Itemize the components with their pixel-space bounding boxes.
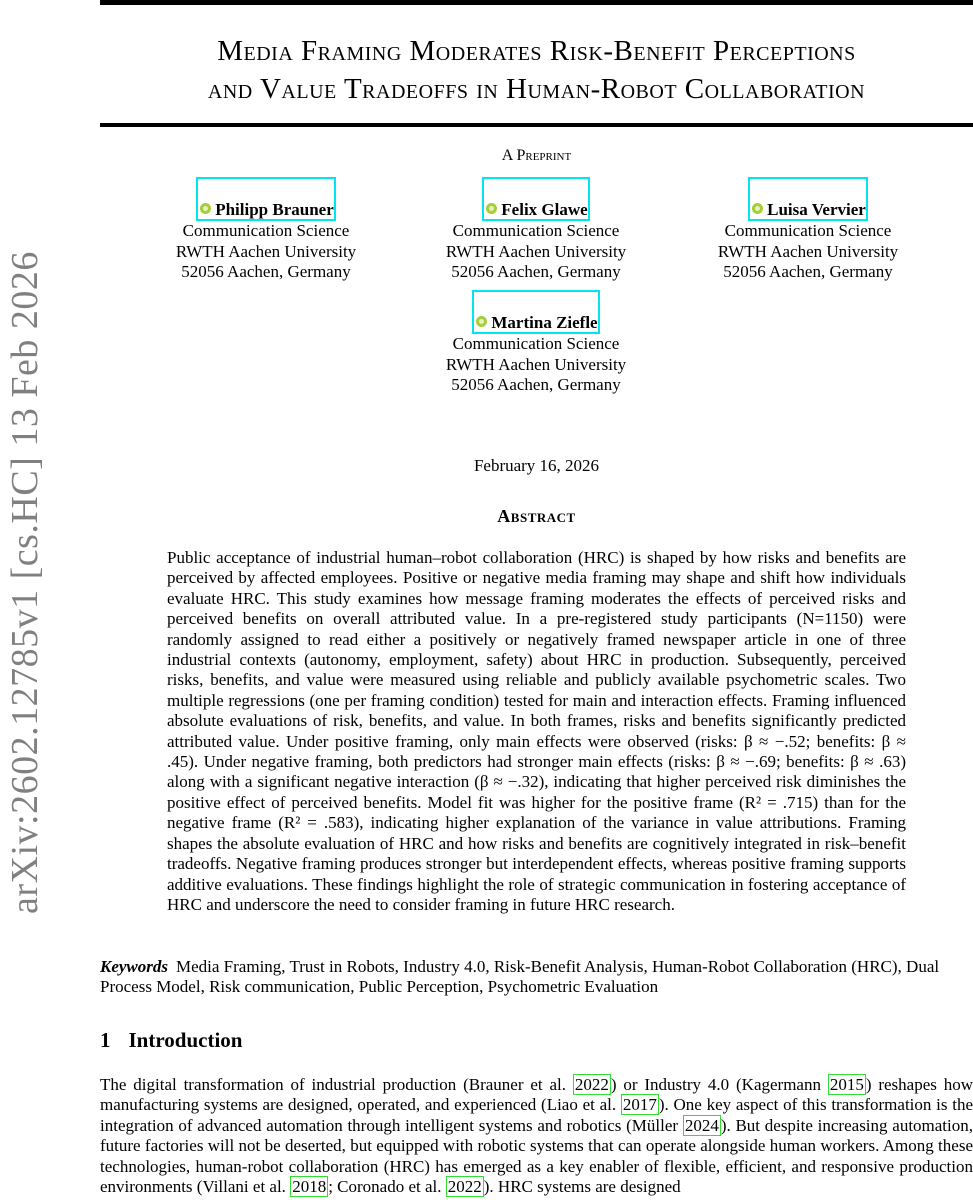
citation-link[interactable]: 2022: [447, 1177, 482, 1197]
section-number: 1: [100, 1028, 111, 1052]
abstract-heading: Abstract: [497, 506, 576, 526]
author-dept: Communication Science: [452, 334, 620, 353]
intro-paragraph: [100, 1075, 973, 1197]
abstract-text: Public acceptance of industrial human–robot collaboration (HRC) is shaped by how risks and benefits are perceived by affected employees. Positive or negative media framing may shape and shift how individuals evaluate HRC. This study examines how message framing moderates the effects of perceived risks and perceived benefits on overall attributed value. In a pre-registered study participants (N=1150) were randomly assigned to read either a positively or negatively framed newspaper article in one of three industrial contexts (autonomy, employment, safety) about HRC in production. Subsequently, perceived risks, benefits, and value were measured using reliable and publicly available psychometric scales. Two multiple regressions (one per framing condition) tested for main and interaction effects. Framing influenced absolute evaluations of risk, benefits, and value. In both frames, risks and benefits significantly predicted attributed value. Under positive framing, only main effects were observed (risks: β ≈ −.52; benefits: β ≈ .45). Under negative framing, both predictors had stronger main effects (risks: β ≈ −.69; benefits: β ≈ .63) along with a significant negative interaction (β ≈ −.32), indicating that higher perceived risk diminishes the positive effect of perceived benefits. Model fit was higher for the positive frame (R² = .715) than for the negative frame (R² = .583), indicating higher explanation of the variance in value attributions. Framing shapes the absolute evaluation of HRC and how risks and benefits are cognitively integrated in risk–benefit tradeoffs. Negative framing produces stronger but interdependent effects, whereas positive framing supports additive evaluations. These findings highlight the role of strategic communication in fostering acceptance of HRC and underscore the need to consider framing in future HRC research.: [167, 548, 906, 914]
author-univ: RWTH Aachen University: [445, 241, 627, 261]
keywords-label: Keywords: [100, 957, 168, 976]
intro-text: ) reshapes how manufacturing systems are designed, operated, and experienced (Liao et al.: [100, 1075, 973, 1115]
intro-text: ). But despite increasing automation, future factories will not be deserted, but equipped with robotic systems that can operate alongside human workers. Among these technologies, human-robot collaboration (HRC) has emerged as a key enabler of flexible, efficient, and responsive production environments (Villani et al.: [100, 1115, 973, 1197]
author-block: [146, 177, 386, 283]
orcid-icon[interactable]: [752, 203, 763, 214]
author-block: [688, 177, 928, 283]
author-name: Luisa Vervier: [767, 200, 866, 219]
citation-link[interactable]: 2015: [829, 1075, 864, 1094]
title-line-1: Media Framing Moderates Risk-Benefit Perceptions: [217, 35, 856, 67]
author-name-link[interactable]: [482, 177, 589, 221]
author-block: [416, 177, 656, 283]
paper-title: [100, 32, 973, 108]
section-title: Introduction: [128, 1028, 243, 1052]
author-name: Felix Glawe: [501, 200, 588, 219]
intro-text: ) or Industry 4.0 (Kagermann: [610, 1075, 828, 1094]
author-name-link[interactable]: [196, 177, 336, 221]
orcid-icon[interactable]: [486, 203, 497, 214]
author-name: Philipp Brauner: [215, 200, 334, 219]
intro-text: ; Coronado et al.: [328, 1177, 446, 1197]
citation-link[interactable]: 2017: [622, 1095, 657, 1115]
author-name: Martina Ziefle: [491, 313, 598, 332]
orcid-icon[interactable]: [476, 316, 487, 327]
author-univ: RWTH Aachen University: [445, 354, 627, 374]
author-univ: RWTH Aachen University: [175, 241, 357, 261]
keywords: [100, 957, 973, 998]
intro-text: The digital transformation of industrial production (Brauner et al.: [100, 1075, 573, 1094]
author-block: [416, 290, 656, 396]
author-city: 52056 Aachen, Germany: [723, 262, 893, 281]
section-heading: [100, 1028, 242, 1053]
intro-text: ). HRC systems are designed: [483, 1177, 681, 1197]
preprint-label: A Preprint: [501, 147, 572, 164]
paper-date: February 16, 2026: [473, 456, 600, 475]
bottom-rule: [100, 123, 973, 127]
top-rule: [100, 0, 973, 5]
citation-link[interactable]: 2018: [292, 1177, 327, 1197]
arxiv-identifier: arXiv:2602.12785v1 [cs.HC] 13 Feb 2026: [4, 251, 46, 914]
author-city: 52056 Aachen, Germany: [451, 375, 621, 394]
author-univ: RWTH Aachen University: [717, 241, 899, 261]
author-dept: Communication Science: [182, 221, 350, 240]
orcid-icon[interactable]: [200, 203, 211, 214]
author-city: 52056 Aachen, Germany: [181, 262, 351, 281]
intro-text: ). One key aspect of this transformation is the integration of advanced automation through intelligent systems and robotics (Müller: [100, 1095, 973, 1135]
title-line-2: and Value Tradeoffs in Human-Robot Collaboration: [207, 73, 866, 105]
author-name-link[interactable]: [748, 177, 868, 221]
author-name-link[interactable]: [472, 290, 599, 334]
keywords-text: Media Framing, Trust in Robots, Industry 4.0, Risk-Benefit Analysis, Human-Robot Collaboration (HRC), Dual Process Model, Risk communication, Public Perception, Psychometric Evaluation: [100, 957, 940, 997]
author-city: 52056 Aachen, Germany: [451, 262, 621, 281]
citation-link[interactable]: 2022: [574, 1075, 609, 1094]
author-dept: Communication Science: [724, 221, 892, 240]
author-dept: Communication Science: [452, 221, 620, 240]
citation-link[interactable]: 2024: [684, 1115, 719, 1135]
